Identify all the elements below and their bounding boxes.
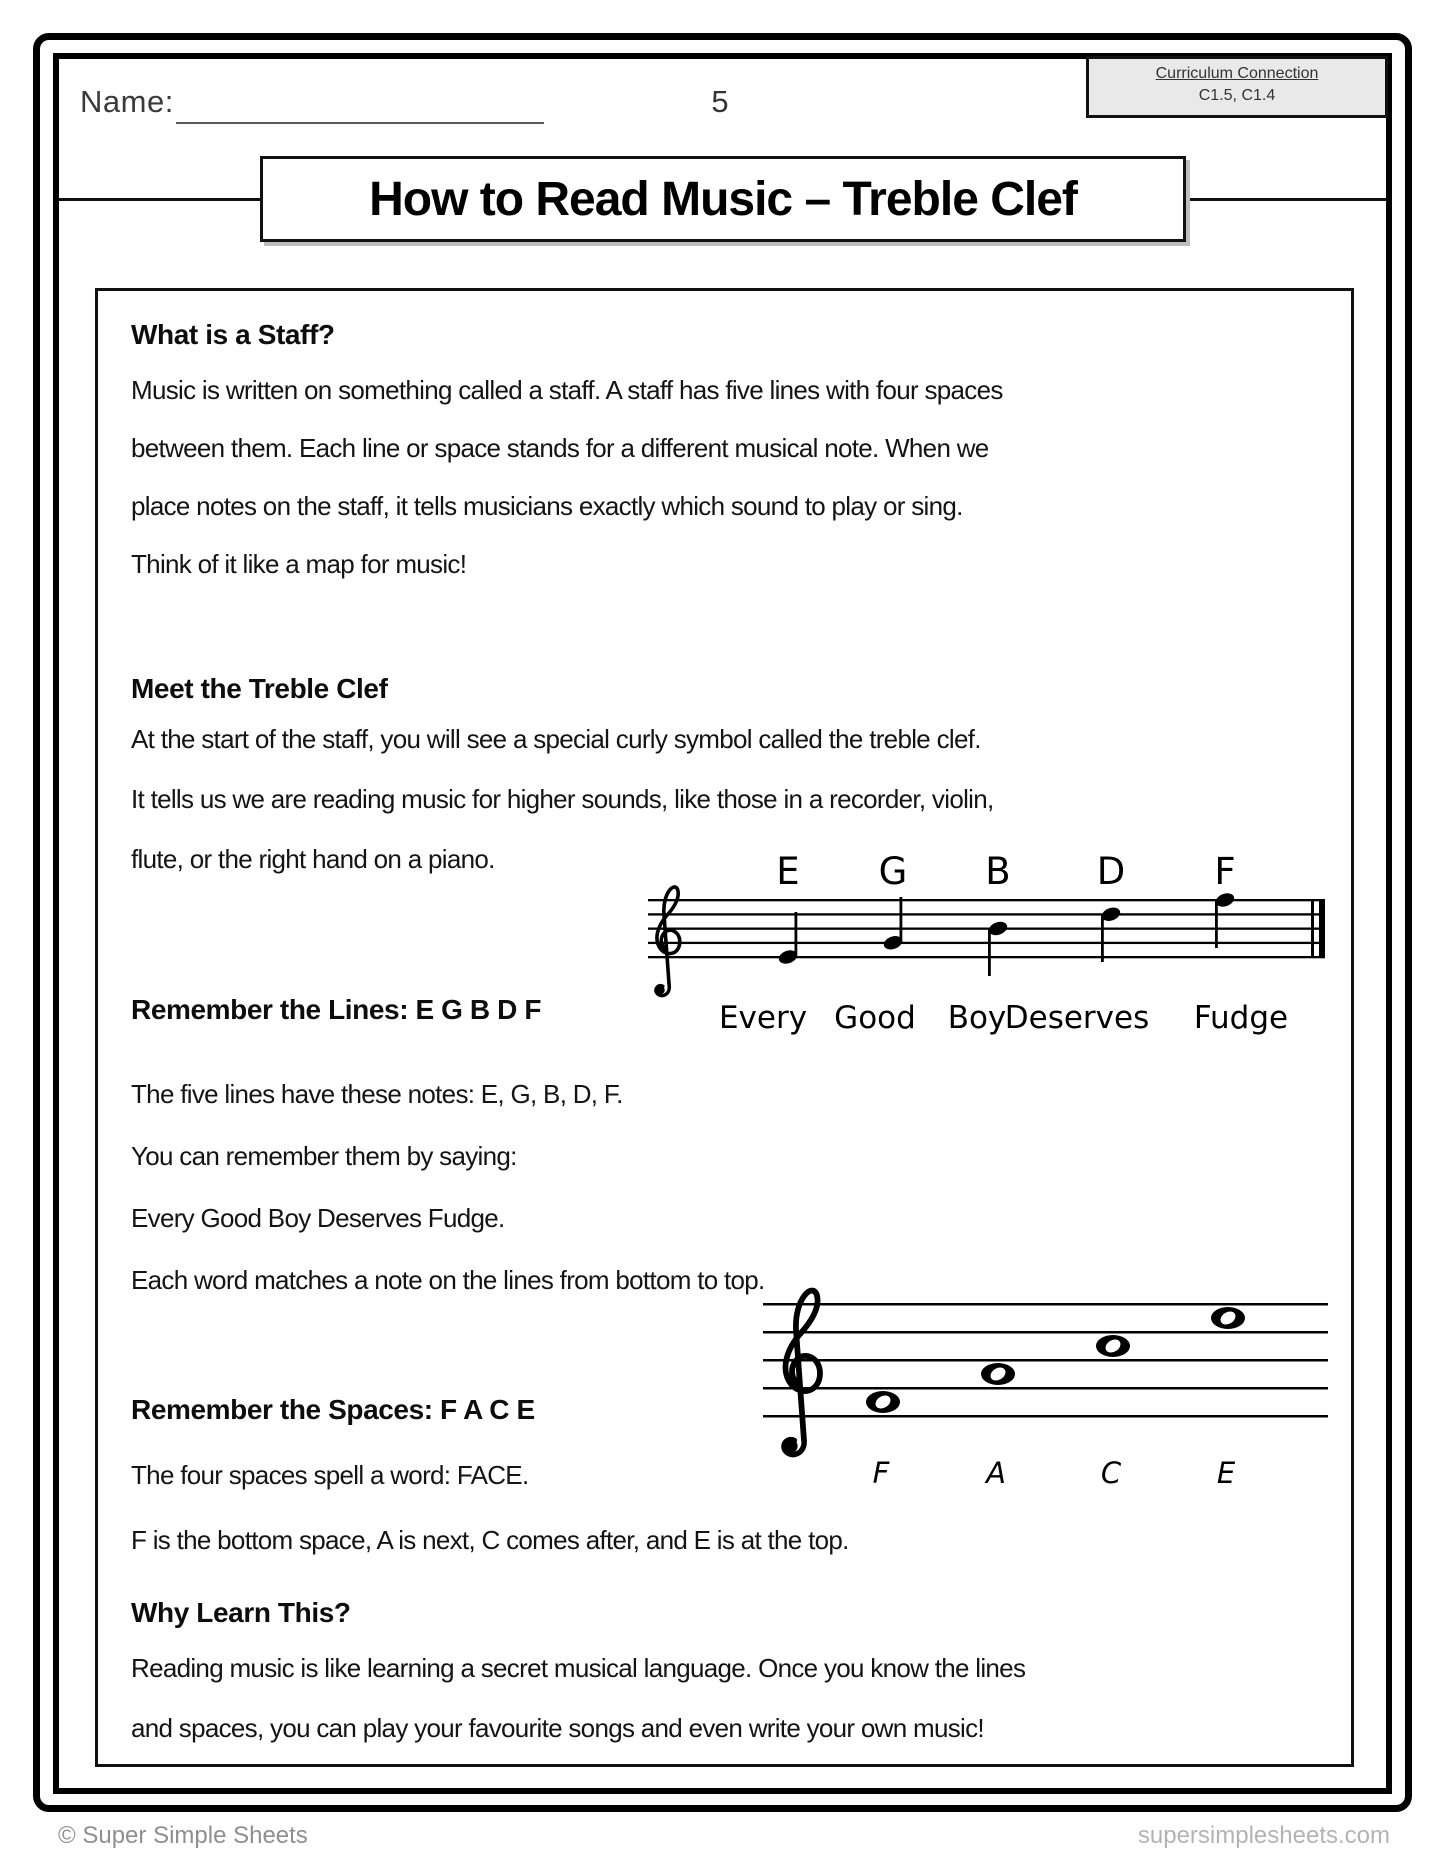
treble-clef-icon xyxy=(783,1291,820,1455)
paragraph-what-is-a-staff xyxy=(131,361,1326,593)
paragraph-remember-the-spaces xyxy=(131,1443,1326,1573)
section-heading-why-learn-this: Why Learn This? xyxy=(131,1597,351,1628)
content-box xyxy=(95,288,1354,1767)
paragraph-line: The five lines have these notes: E, G, B, D, F. xyxy=(131,1079,623,1109)
paragraph-line: F is the bottom space, A is next, C comes after, and E is at the top. xyxy=(131,1525,849,1555)
whole-note-c xyxy=(1096,1335,1130,1357)
staff-letter: C xyxy=(1100,1456,1122,1490)
footer-website: supersimplesheets.com xyxy=(1137,1822,1390,1849)
paragraph-why-learn-this xyxy=(131,1638,1326,1758)
paragraph-line: The four spaces spell a word: FACE. xyxy=(131,1460,529,1490)
egbdf-staff-figure xyxy=(548,846,1338,1056)
paragraph-line: Each word matches a note on the lines from bottom to top. xyxy=(131,1265,765,1295)
title-banner xyxy=(260,156,1186,242)
name-label: Name: xyxy=(80,84,174,119)
staff-lyric: Boy xyxy=(947,1000,1007,1036)
staff-letter: B xyxy=(985,850,1011,893)
staff-letter: E xyxy=(1216,1456,1236,1490)
paragraph-line: At the start of the staff, you will see a special curly symbol called the treble clef. xyxy=(131,724,981,754)
paragraph-line: Reading music is like learning a secret musical language. Once you know the lines xyxy=(131,1653,1026,1683)
section-heading-meet-the-treble-clef: Meet the Treble Clef xyxy=(131,673,388,704)
staff-lines xyxy=(648,899,1325,958)
quarter-note-e xyxy=(777,912,799,966)
staff-lyric: Deserves xyxy=(1004,1000,1150,1036)
footer-copyright: © Super Simple Sheets xyxy=(58,1822,308,1849)
staff-letter: D xyxy=(1096,850,1126,893)
section-heading-remember-the-spaces: Remember the Spaces: F A C E xyxy=(131,1394,535,1425)
curriculum-title: Curriculum Connection xyxy=(1155,65,1319,82)
staff-letter: G xyxy=(878,850,908,893)
paragraph-line: Every Good Boy Deserves Fudge. xyxy=(131,1203,505,1233)
paragraph-line: Music is written on something called a staff. A staff has five lines with four spaces xyxy=(131,375,1003,405)
curriculum-connection-box xyxy=(1086,56,1388,118)
section-heading-what-is-a-staff: What is a Staff? xyxy=(131,319,335,350)
paragraph-line: place notes on the staff, it tells musicians exactly which sound to play or sing. xyxy=(131,491,963,521)
quarter-note-f xyxy=(1214,891,1236,948)
staff-letter: A xyxy=(986,1456,1006,1490)
staff-letter: E xyxy=(776,850,800,893)
staff-letter: F xyxy=(872,1456,890,1490)
quarter-note-d xyxy=(1100,905,1122,962)
staff-letter: F xyxy=(1214,850,1236,893)
curriculum-codes: C1.5, C1.4 xyxy=(1198,87,1276,104)
paragraph-line: flute, or the right hand on a piano. xyxy=(131,844,495,874)
staff-lyric: Fudge xyxy=(1193,1000,1289,1036)
paragraph-line: between them. Each line or space stands for a different musical note. When we xyxy=(131,433,989,463)
whole-note-a xyxy=(981,1363,1015,1385)
paragraph-line: You can remember them by saying: xyxy=(131,1141,517,1171)
paragraph-line: It tells us we are reading music for higher sounds, like those in a recorder, violin, xyxy=(131,784,994,814)
treble-clef-icon xyxy=(656,887,680,996)
whole-note-e xyxy=(1211,1307,1245,1329)
quarter-note-g xyxy=(882,897,904,952)
section-heading-remember-the-lines: Remember the Lines: E G B D F xyxy=(131,994,542,1025)
page-number: 5 xyxy=(711,84,729,119)
page-title: How to Read Music – Treble Clef xyxy=(369,172,1077,226)
paragraph-line: and spaces, you can play your favourite songs and even write your own music! xyxy=(131,1713,984,1743)
paragraph-line: Think of it like a map for music! xyxy=(131,549,467,579)
name-input-line[interactable] xyxy=(176,90,544,124)
staff-lyric: Every xyxy=(718,1000,808,1036)
whole-note-f xyxy=(866,1391,900,1413)
quarter-note-b xyxy=(987,919,1009,976)
staff-lyric: Good xyxy=(834,1000,916,1036)
